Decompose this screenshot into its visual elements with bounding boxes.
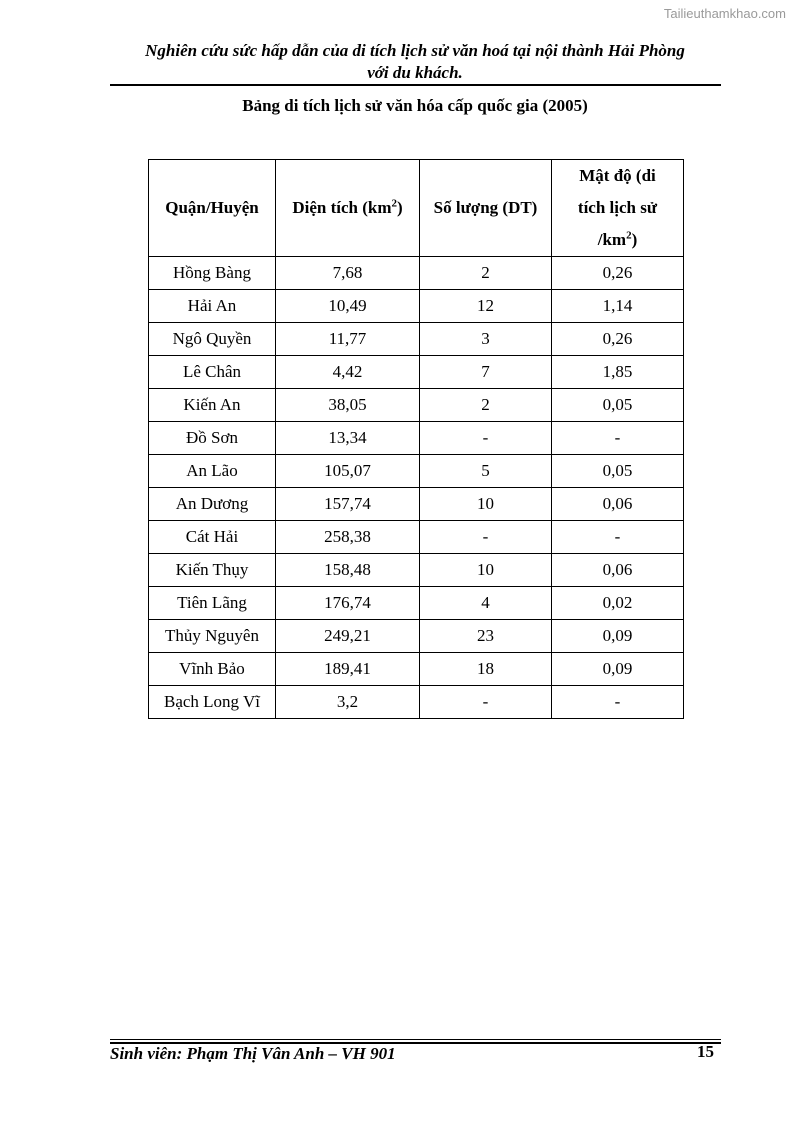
cell-density: 0,09 <box>552 653 684 686</box>
cell-district: Đồ Sơn <box>149 422 276 455</box>
cell-district: Tiên Lãng <box>149 587 276 620</box>
cell-density: 1,14 <box>552 290 684 323</box>
page-header <box>110 40 720 84</box>
table-title: Bảng di tích lịch sử văn hóa cấp quốc gia (2005) <box>242 96 588 115</box>
cell-district: An Dương <box>149 488 276 521</box>
cell-density: 0,05 <box>552 455 684 488</box>
cell-district: Lê Chân <box>149 356 276 389</box>
cell-count: 2 <box>420 257 552 290</box>
cell-district: Ngô Quyền <box>149 323 276 356</box>
table-row <box>149 257 684 290</box>
cell-density: 0,06 <box>552 554 684 587</box>
cell-count: 5 <box>420 455 552 488</box>
header-rule <box>110 84 721 86</box>
cell-district: Cát Hải <box>149 521 276 554</box>
table-header-row <box>149 160 684 257</box>
table-row <box>149 587 684 620</box>
cell-area: 258,38 <box>276 521 420 554</box>
cell-area: 249,21 <box>276 620 420 653</box>
cell-area: 176,74 <box>276 587 420 620</box>
heritage-table <box>148 159 684 719</box>
cell-density: - <box>552 521 684 554</box>
cell-district: Hồng Bàng <box>149 257 276 290</box>
cell-count: 7 <box>420 356 552 389</box>
footer-rule <box>110 1039 721 1040</box>
cell-count: 23 <box>420 620 552 653</box>
table-row <box>149 422 684 455</box>
cell-count: 2 <box>420 389 552 422</box>
table-row <box>149 323 684 356</box>
cell-district: Bạch Long Vĩ <box>149 686 276 719</box>
table-row <box>149 521 684 554</box>
cell-district: Kiến Thụy <box>149 554 276 587</box>
cell-count: 4 <box>420 587 552 620</box>
header-line-2: với du khách. <box>367 63 463 82</box>
cell-count: 10 <box>420 488 552 521</box>
cell-area: 10,49 <box>276 290 420 323</box>
header-count: Số lượng (DT) <box>420 160 552 257</box>
page-number: 15 <box>697 1042 714 1061</box>
table-row <box>149 653 684 686</box>
cell-count: 18 <box>420 653 552 686</box>
table-row <box>149 290 684 323</box>
cell-count: 3 <box>420 323 552 356</box>
cell-count: - <box>420 521 552 554</box>
table-row <box>149 554 684 587</box>
cell-count: 10 <box>420 554 552 587</box>
watermark: Tailieuthamkhao.com <box>663 6 786 21</box>
cell-count: - <box>420 422 552 455</box>
cell-district: An Lão <box>149 455 276 488</box>
cell-density: 0,02 <box>552 587 684 620</box>
cell-density: 0,05 <box>552 389 684 422</box>
header-line-1: Nghiên cứu sức hấp dẫn của di tích lịch sử văn hoá tại nội thành Hải Phòng <box>145 41 685 60</box>
header-density: Mật độ (di tích lịch sử $/km^2$) <box>552 160 684 257</box>
cell-area: 7,68 <box>276 257 420 290</box>
footer-author: Sinh viên: Phạm Thị Vân Anh – VH 901 <box>110 1044 396 1063</box>
table-row <box>149 620 684 653</box>
cell-district: Thủy Nguyên <box>149 620 276 653</box>
cell-area: 157,74 <box>276 488 420 521</box>
cell-density: 1,85 <box>552 356 684 389</box>
cell-area: 158,48 <box>276 554 420 587</box>
cell-area: 3,2 <box>276 686 420 719</box>
cell-area: 11,77 <box>276 323 420 356</box>
cell-count: 12 <box>420 290 552 323</box>
table-body <box>149 257 684 719</box>
table-row <box>149 488 684 521</box>
table-row <box>149 389 684 422</box>
cell-area: 38,05 <box>276 389 420 422</box>
cell-district: Hải An <box>149 290 276 323</box>
table-row <box>149 455 684 488</box>
cell-density: 0,26 <box>552 257 684 290</box>
table-row <box>149 356 684 389</box>
cell-count: - <box>420 686 552 719</box>
cell-area: 105,07 <box>276 455 420 488</box>
header-district: Quận/Huyện <box>149 160 276 257</box>
cell-density: 0,26 <box>552 323 684 356</box>
cell-density: - <box>552 686 684 719</box>
cell-density: 0,09 <box>552 620 684 653</box>
cell-area: 13,34 <box>276 422 420 455</box>
cell-area: 189,41 <box>276 653 420 686</box>
table-row <box>149 686 684 719</box>
cell-district: Kiến An <box>149 389 276 422</box>
cell-area: 4,42 <box>276 356 420 389</box>
cell-district: Vĩnh Bảo <box>149 653 276 686</box>
cell-density: 0,06 <box>552 488 684 521</box>
cell-density: - <box>552 422 684 455</box>
header-area: Diện tích $(km^2)$ <box>276 160 420 257</box>
